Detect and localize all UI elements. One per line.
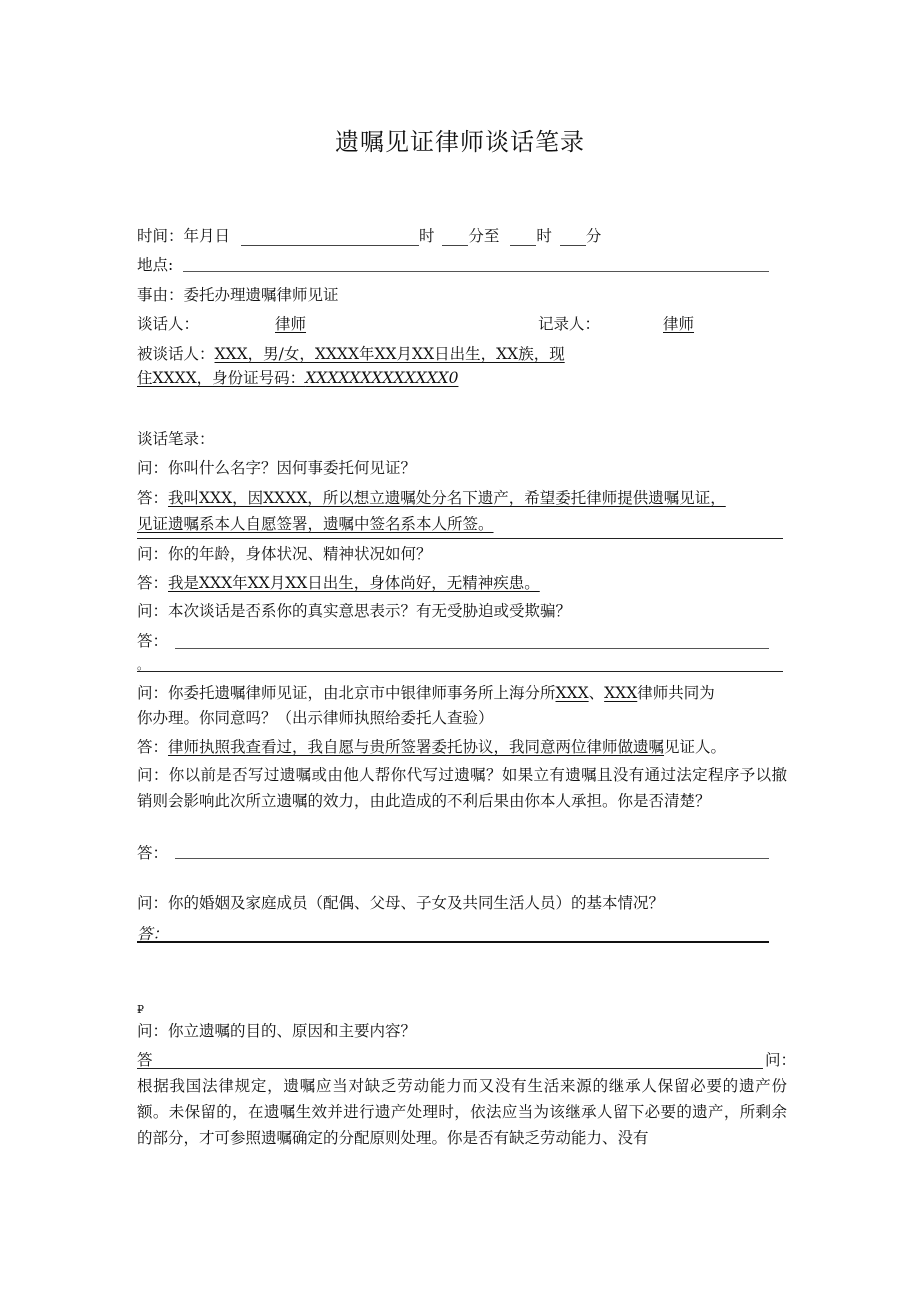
question-1: 问：你叫什么名字？因何事委托何见证？	[137, 459, 417, 477]
separator-line	[137, 671, 783, 672]
answer-6-prefix: 答：	[137, 925, 169, 943]
answer-prefix: 答：	[137, 738, 169, 756]
answer-1-line-1	[137, 488, 726, 508]
place-label: 地点:	[137, 256, 174, 274]
interviewee-address: 住XXXX，身份证号码：	[137, 369, 306, 387]
answer-3-blank-line	[175, 648, 769, 649]
question-8-head: 问：	[765, 1051, 797, 1069]
answer-5-blank-line	[175, 858, 769, 859]
time-min-to-label: 分至	[468, 227, 500, 245]
stray-mark: ₽	[137, 1003, 144, 1016]
answer-4-text: 律师执照我查看过，我自愿与贵所签署委托协议，我同意两位律师做遗嘱	[168, 738, 665, 756]
interviewee-info: XXX，男/女，XXXX年XX月XX日出生，XX族，现	[214, 345, 565, 363]
interviewer-value: 律师	[275, 315, 307, 333]
time-label: 时间：年月日	[137, 227, 231, 245]
interviewee-line-1	[137, 344, 565, 364]
place-blank-line	[183, 271, 769, 272]
answer-6-blank-line	[137, 941, 769, 943]
question-6: 问：你的婚姻及家庭成员（配偶、父母、子女及共同生活人员）的基本情况？	[137, 894, 665, 912]
lawyer-name-2: XXX	[604, 684, 638, 702]
interviewee-label: 被谈话人：	[137, 345, 215, 363]
time-blank	[442, 230, 468, 246]
answer-3-end: 。	[137, 658, 150, 672]
time-blank	[510, 230, 536, 246]
answer-prefix: 答：	[137, 489, 169, 507]
time-blank	[241, 230, 419, 246]
question-5: 问：你以前是否写过遗嘱或由他人帮你代写过遗嘱？如果立有遗嘱且没有通过法定程序予以撤销则会影响此次所立遗嘱的效力，由此造成的不利后果由你本人承担。你是否清楚？	[137, 766, 787, 810]
answer-7-prefix: 答	[137, 1051, 153, 1069]
answer-2	[137, 573, 540, 593]
answer-4	[137, 737, 726, 757]
time-blank	[560, 230, 586, 246]
question-4-line-2: 你办理。你同意吗？（出示律师执照给委托人查验）	[137, 709, 494, 727]
interviewer-label: 谈话人：	[137, 315, 200, 333]
answer-5-prefix: 答：	[137, 844, 169, 862]
answer-1-text-1: 我叫XXX，因XXXX，所以想立遗嘱处分名下遗产，希望委托律师提供遗嘱见证，	[168, 489, 726, 507]
time-hour-label: 时	[418, 227, 435, 245]
notes-label: 谈话笔录：	[137, 430, 215, 448]
answer-prefix: 答：	[137, 574, 169, 592]
separator-line	[137, 538, 783, 539]
reason-line: 事由：委托办理遗嘱律师见证	[137, 286, 339, 304]
answer-4-tail: 见证人。	[664, 738, 727, 756]
name-separator: 、	[588, 684, 605, 702]
recorder-value: 律师	[663, 315, 695, 333]
time-line	[137, 226, 601, 246]
recorder-label: 记录人：	[538, 315, 601, 333]
question-3: 问：本次谈话是否系你的真实意思表示？有无受胁迫或受欺骗？	[137, 602, 572, 620]
answer-1-line-2: 见证遗嘱系本人自愿签署，遗嘱中签名系本人所签。	[137, 515, 494, 533]
answer-2-text: 我是XXX年XX月XX日出生，身体尚好，无精神疾患。	[168, 574, 540, 592]
time-hour2-label: 时	[536, 227, 552, 245]
question-4-line-1	[137, 683, 715, 703]
question-4-text-tail: 律师共同为	[637, 684, 715, 702]
answer-7-blank-line	[137, 1068, 763, 1069]
time-min-label: 分	[585, 227, 602, 245]
question-4-text: 问：你委托遗嘱律师见证，由北京市中银律师事务所上海分所	[137, 684, 556, 702]
lawyer-name-1: XXX	[555, 684, 589, 702]
document-title: 遗嘱见证律师谈话笔录	[335, 128, 585, 156]
question-7: 问：你立遗嘱的目的、原因和主要内容？	[137, 1022, 417, 1040]
id-number: XXXXXXXXXXXXX0	[305, 369, 459, 387]
interviewee-line-2	[137, 368, 458, 388]
question-8: 根据我国法律规定，遗嘱应当对缺乏劳动能力而又没有生活来源的继承人保留必要的遗产份额。未保留的，在遗嘱生效并进行遗产处理时，依法应当为该继承人留下必要的遗产，所剩余的部分，才可参照遗嘱确定的分配原则处理。你是否有缺乏劳动能力、没有	[137, 1077, 787, 1147]
question-2: 问：你的年龄，身体状况、精神状况如何？	[137, 545, 432, 563]
answer-3-prefix: 答：	[137, 632, 169, 650]
